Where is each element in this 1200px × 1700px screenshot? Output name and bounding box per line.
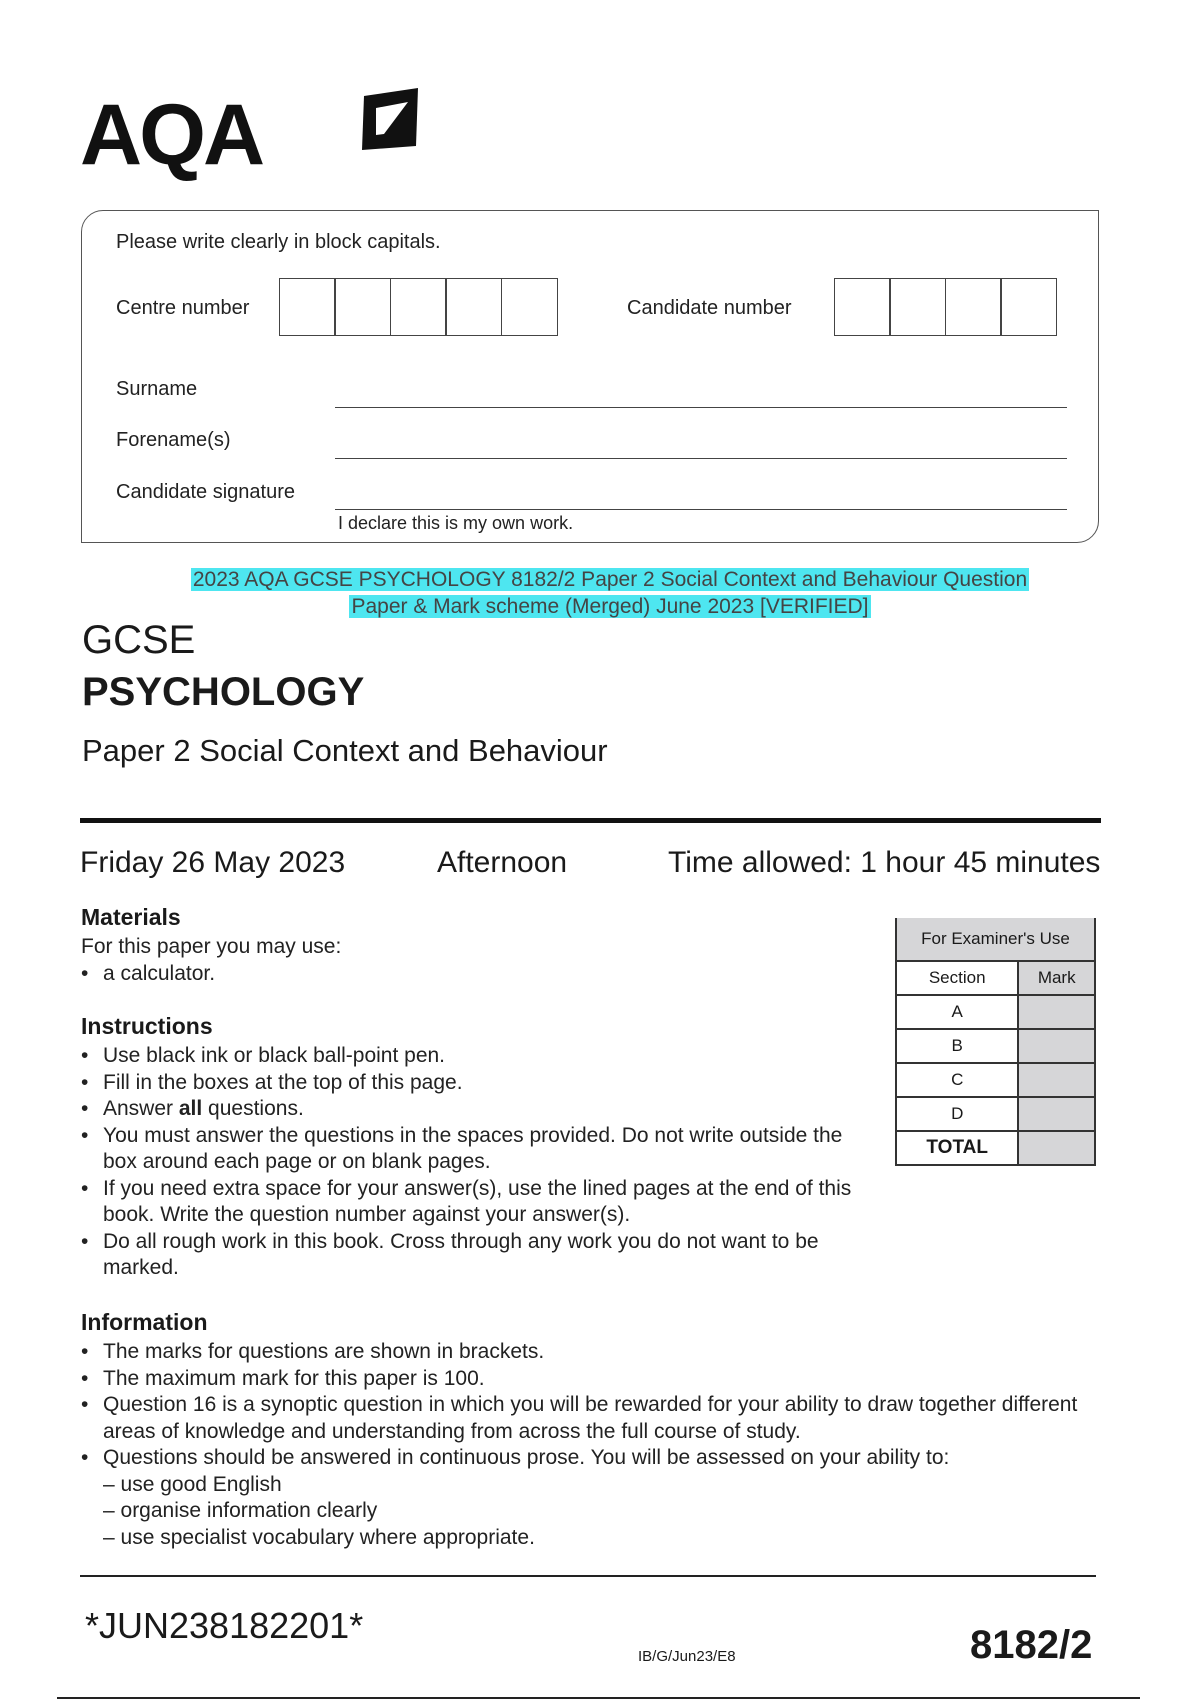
- instruction-item: • If you need extra space for your answer(s), use the lined pages at the end of this book. Write the question number against your answer(s).: [81, 1176, 871, 1229]
- candidate-number-boxes[interactable]: [835, 278, 1057, 336]
- exam-date: Friday 26 May 2023: [80, 846, 346, 879]
- information-section: [81, 1309, 1081, 1551]
- materials-intro: For this paper you may use:: [81, 935, 342, 958]
- instruction-item: • Fill in the boxes at the top of this page.: [81, 1070, 871, 1097]
- candidate-details-box: [81, 210, 1099, 543]
- centre-digit-box[interactable]: [501, 278, 558, 336]
- reference-code: IB/G/Jun23/E8: [638, 1648, 736, 1665]
- candidate-digit-box[interactable]: [834, 278, 891, 336]
- centre-digit-box[interactable]: [334, 278, 391, 336]
- barcode-text: *JUN238182201*: [85, 1605, 364, 1646]
- instruction-item: • Answer all questions.: [81, 1096, 871, 1123]
- section-a-label: A: [896, 995, 1018, 1029]
- instruction-item: • Use black ink or black ball-point pen.: [81, 1043, 871, 1070]
- section-column-header: Section: [896, 961, 1018, 995]
- centre-number-label: Centre number: [116, 297, 250, 319]
- materials-heading: Materials: [81, 904, 181, 930]
- section-a-mark: [1018, 995, 1095, 1029]
- time-allowed: Time allowed: 1 hour 45 minutes: [668, 846, 1101, 879]
- section-c-label: C: [896, 1063, 1018, 1097]
- candidate-digit-box[interactable]: [889, 278, 946, 336]
- information-item: • The maximum mark for this paper is 100.: [81, 1366, 1081, 1393]
- information-subitem: – organise information clearly: [103, 1499, 378, 1522]
- footer-divider: [80, 1575, 1096, 1577]
- information-item: • Question 16 is a synoptic question in which you will be rewarded for your ability to draw together different areas of knowledge and understanding from across the full course of study.: [81, 1392, 1081, 1445]
- centre-digit-box[interactable]: [445, 278, 502, 336]
- paper-code: 8182/2: [970, 1623, 1093, 1667]
- candidate-digit-box[interactable]: [1000, 278, 1057, 336]
- candidate-digit-box[interactable]: [945, 278, 1002, 336]
- declaration-text: I declare this is my own work.: [338, 513, 574, 533]
- candidate-number-label: Candidate number: [627, 297, 792, 319]
- aqa-logo: [80, 88, 360, 183]
- mark-column-header: Mark: [1018, 961, 1095, 995]
- centre-digit-box[interactable]: [279, 278, 336, 336]
- highlighted-banner: [160, 566, 1060, 620]
- section-b-label: B: [896, 1029, 1018, 1063]
- subject-title: PSYCHOLOGY: [82, 670, 365, 714]
- information-subitem: – use specialist vocabulary where appropriate.: [103, 1525, 535, 1549]
- total-label: TOTAL: [896, 1131, 1018, 1165]
- centre-digit-box[interactable]: [390, 278, 447, 336]
- materials-section: [81, 904, 861, 987]
- block-capitals-instruction: Please write clearly in block capitals.: [116, 231, 441, 253]
- examiner-use-table: [895, 918, 1096, 1166]
- signature-field[interactable]: [335, 509, 1067, 510]
- forename-field[interactable]: [335, 458, 1067, 459]
- instructions-section: [81, 1013, 871, 1282]
- section-d-label: D: [896, 1097, 1018, 1131]
- information-subitem: – use good English: [103, 1472, 282, 1496]
- instruction-item: • You must answer the questions in the spaces provided. Do not write outside the box around each page or on blank pages.: [81, 1123, 871, 1176]
- forename-label: Forename(s): [116, 429, 231, 451]
- materials-item: • a calculator.: [81, 961, 861, 988]
- instructions-heading: Instructions: [81, 1013, 213, 1039]
- instruction-item: • Do all rough work in this book. Cross through any work you do not want to be marked.: [81, 1229, 871, 1282]
- page-bottom-rule: [57, 1697, 1140, 1699]
- surname-label: Surname: [116, 378, 198, 400]
- information-item: • The marks for questions are shown in brackets.: [81, 1339, 1081, 1366]
- section-d-mark: [1018, 1097, 1095, 1131]
- information-heading: Information: [81, 1309, 208, 1335]
- section-c-mark: [1018, 1063, 1095, 1097]
- surname-field[interactable]: [335, 407, 1067, 408]
- title-divider: [80, 818, 1101, 823]
- logo-text: AQA: [80, 87, 263, 183]
- logo-flag-icon: [280, 88, 420, 158]
- centre-number-boxes[interactable]: [280, 278, 558, 336]
- examiner-table-title: For Examiner's Use: [896, 918, 1095, 961]
- exam-session: Afternoon: [437, 846, 568, 879]
- qualification-level: GCSE: [82, 618, 196, 662]
- paper-title: Paper 2 Social Context and Behaviour: [82, 733, 608, 768]
- information-item: • Questions should be answered in continuous prose. You will be assessed on your ability to:: [81, 1445, 1081, 1472]
- banner-line-1: 2023 AQA GCSE PSYCHOLOGY 8182/2 Paper 2 Social Context and Behaviour Question: [192, 568, 1028, 591]
- total-mark: [1018, 1131, 1095, 1165]
- section-b-mark: [1018, 1029, 1095, 1063]
- banner-line-2: Paper & Mark scheme (Merged) June 2023 [VERIFIED]: [351, 595, 869, 618]
- signature-label: Candidate signature: [116, 481, 296, 503]
